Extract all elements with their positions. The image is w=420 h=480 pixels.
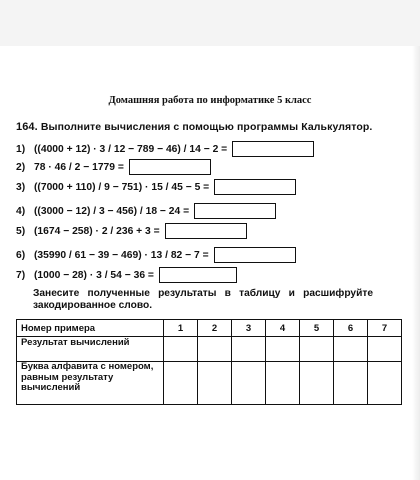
answer-box-3[interactable] (214, 179, 296, 195)
expression-text: (1674 − 258) · 2 / 236 + 3 = (34, 225, 160, 237)
answer-box-5[interactable] (165, 223, 247, 239)
expression-row-4 (16, 202, 276, 220)
expression-index: 7) (16, 269, 26, 281)
column-number: 3 (232, 320, 266, 337)
letter-cell-2[interactable] (198, 362, 232, 405)
expression-text: 78 · 46 / 2 − 1779 = (34, 161, 124, 173)
instruction-text: Занесите полученные результаты в таблицу и расшифруйте закодированное слово. (33, 288, 373, 311)
column-number: 7 (368, 320, 402, 337)
answer-box-7[interactable] (159, 267, 237, 283)
expression-index: 3) (16, 181, 26, 193)
answer-box-2[interactable] (129, 159, 211, 175)
expression-row-3 (16, 178, 296, 196)
letter-cell-5[interactable] (300, 362, 334, 405)
expression-text: ((4000 + 12) · 3 / 12 − 789 − 46) / 14 − 2 = (34, 143, 228, 155)
letter-cell-6[interactable] (334, 362, 368, 405)
result-cell-4[interactable] (266, 337, 300, 362)
expression-row-1 (16, 140, 314, 158)
expression-text: ((7000 + 110) / 9 − 751) · 15 / 45 − 5 = (34, 181, 210, 193)
task-heading-text: Выполните вычисления с помощью программы Калькулятор. (40, 121, 373, 133)
expression-index: 5) (16, 225, 26, 237)
letters-label: Буква алфавита с номером, равным результату вычислений (17, 362, 164, 405)
expression-row-6 (16, 246, 296, 264)
expression-text: (35990 / 61 − 39 − 469) · 13 / 82 − 7 = (34, 249, 209, 261)
letter-cell-7[interactable] (368, 362, 402, 405)
expression-index: 6) (16, 249, 26, 261)
answer-box-1[interactable] (232, 141, 314, 157)
column-number: 4 (266, 320, 300, 337)
result-cell-3[interactable] (232, 337, 266, 362)
task-heading (16, 121, 406, 133)
result-cell-6[interactable] (334, 337, 368, 362)
top-background-strip (0, 0, 420, 46)
page-edge-shadow (412, 46, 420, 480)
answer-box-6[interactable] (214, 247, 296, 263)
header-label: Номер примера (17, 320, 164, 337)
expression-row-2 (16, 158, 211, 176)
result-cell-1[interactable] (164, 337, 198, 362)
table-row-letters (17, 362, 402, 405)
column-number: 1 (164, 320, 198, 337)
task-number: 164. (16, 121, 38, 133)
results-label: Результат вычислений (17, 337, 164, 362)
expression-index: 1) (16, 143, 26, 155)
column-number: 2 (198, 320, 232, 337)
result-cell-2[interactable] (198, 337, 232, 362)
result-cell-5[interactable] (300, 337, 334, 362)
expression-text: ((3000 − 12) / 3 − 456) / 18 − 24 = (34, 205, 190, 217)
result-cell-7[interactable] (368, 337, 402, 362)
expression-index: 4) (16, 205, 26, 217)
column-number: 6 (334, 320, 368, 337)
column-number: 5 (300, 320, 334, 337)
page-title: Домашняя работа по информатике 5 класс (108, 95, 312, 106)
results-table (16, 319, 402, 405)
expression-text: (1000 − 28) · 3 / 54 − 36 = (34, 269, 154, 281)
answer-box-4[interactable] (194, 203, 276, 219)
table-row-results (17, 337, 402, 362)
expression-row-5 (16, 222, 247, 240)
expression-row-7 (16, 266, 237, 284)
letter-cell-3[interactable] (232, 362, 266, 405)
table-header-row (17, 320, 402, 337)
letter-cell-4[interactable] (266, 362, 300, 405)
letter-cell-1[interactable] (164, 362, 198, 405)
expression-index: 2) (16, 161, 26, 173)
